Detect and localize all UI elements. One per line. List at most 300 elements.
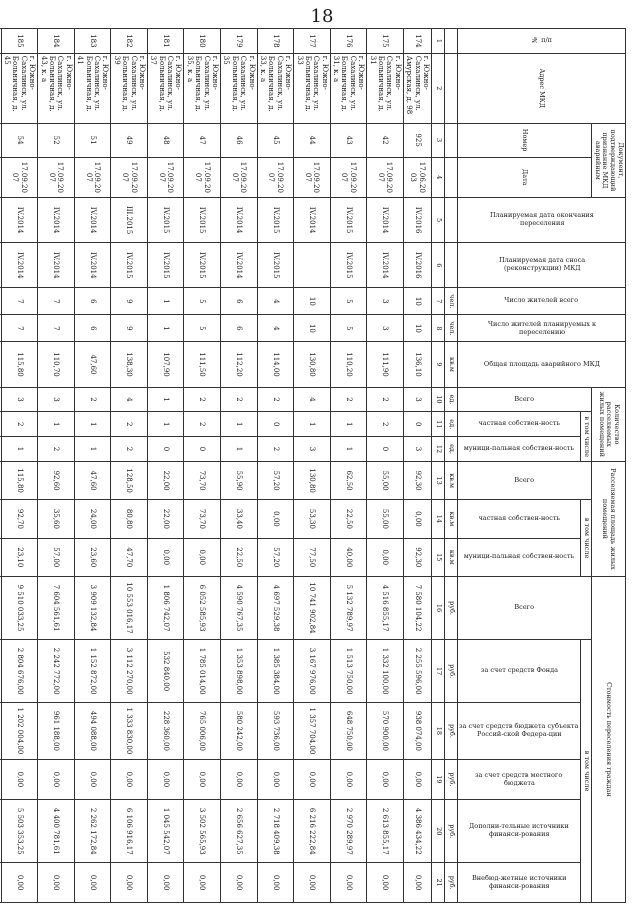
- cell-area: 111,50: [184, 342, 221, 387]
- cell-a-mun: 22,50: [221, 538, 258, 576]
- cell-c-all: 4 590 767,35: [221, 576, 258, 639]
- cell-a-priv: 22,50: [330, 500, 367, 538]
- cell-tot: 9: [111, 288, 148, 315]
- cell-a-all: 62,50: [330, 461, 367, 499]
- cell-date: 17.09.20 07: [38, 157, 75, 198]
- header-area-incl: в том числе: [581, 500, 592, 577]
- cell-num: 45: [257, 123, 294, 157]
- cell-n: 180: [184, 29, 221, 54]
- cell-a-mun: 23,10: [1, 538, 38, 576]
- cell-end: IV.2014: [367, 198, 404, 243]
- cell-c-nb: 0,00: [1, 863, 38, 903]
- cell-num: 49: [111, 123, 148, 157]
- table-row: [38, 29, 75, 903]
- cell-r-mun: 2: [38, 437, 75, 462]
- header-area-all: Всего: [458, 461, 592, 499]
- cell-c-nb: 0,00: [184, 863, 221, 903]
- cell-tot: 4: [257, 288, 294, 315]
- cell-a-priv: 0,00: [257, 500, 294, 538]
- cell-area: 110,20: [330, 342, 367, 387]
- cell-date: 17.09.20 07: [111, 157, 148, 198]
- unit-cell: руб.: [445, 863, 458, 903]
- cell-demo: IV.2014: [38, 243, 75, 288]
- cell-n: 184: [38, 29, 75, 54]
- cell-c-extra: 2 613 855,17: [367, 800, 404, 863]
- cell-c-fund: 2 255 596,00: [403, 640, 431, 703]
- cell-a-all: 115,80: [1, 461, 38, 499]
- cell-area: [0, 342, 1, 387]
- cell-a-priv: 24,00: [74, 500, 111, 538]
- header-plan-end: Планируемая дата окончания переселения: [458, 198, 626, 243]
- cell-c-fund: 532 840,00: [147, 640, 184, 703]
- cell-c-nb: 0,00: [74, 863, 111, 903]
- cell-a-mun: [0, 538, 1, 576]
- cell-demo: IV.2015: [111, 243, 148, 288]
- column-number: 12: [432, 437, 445, 462]
- header-cost-subject: за счет средств бюджета субъекта Россий-ской Федера-ции: [458, 703, 581, 759]
- cell-addr: г. Южно-Сахалинск, ул. Больничная, д. 41: [74, 53, 111, 123]
- cell-c-extra: 1 045 542,07: [147, 800, 184, 863]
- cell-a-priv: 33,40: [221, 500, 258, 538]
- column-number: 9: [432, 342, 445, 387]
- cell-num: 54: [1, 123, 38, 157]
- header-cost-local: за счет средств местного бюджета: [458, 759, 581, 800]
- column-number: 15: [432, 538, 445, 576]
- table-row: [330, 29, 367, 903]
- cell-a-priv: 80,80: [111, 500, 148, 538]
- unit-cell: чел.: [445, 315, 458, 342]
- cell-c-fund: 2 804 676,00: [1, 640, 38, 703]
- cell-r-priv: 1: [294, 412, 331, 437]
- cell-c-subj: 648 750,00: [330, 703, 367, 759]
- cell-r-all: 4: [294, 387, 331, 412]
- cell-c-extra: 2 656 627,35: [221, 800, 258, 863]
- cell-c-all: [0, 576, 1, 639]
- cell-plan: 3: [367, 315, 404, 342]
- cell-a-all: 128,50: [111, 461, 148, 499]
- cell-c-subj: 961 188,00: [38, 703, 75, 759]
- cell-date: 17.09.20 07: [147, 157, 184, 198]
- cell-demo: IV.2015: [330, 243, 367, 288]
- table-stage: [3, 28, 626, 903]
- cell-c-nb: 0,00: [257, 863, 294, 903]
- cell-a-priv: 35,60: [38, 500, 75, 538]
- cell-r-all: 2: [221, 387, 258, 412]
- cell-plan: 9: [111, 315, 148, 342]
- cell-tot: 10: [403, 288, 431, 315]
- cell-c-extra: 6 106 916,17: [111, 800, 148, 863]
- cell-addr: г. Южно-Сахалинск, ул. Больничная, д. 35, к. а: [184, 53, 221, 123]
- cell-n: 177: [294, 29, 331, 54]
- cell-c-subj: 765 006,00: [184, 703, 221, 759]
- cell-r-all: 2: [184, 387, 221, 412]
- cell-r-priv: 2: [111, 412, 148, 437]
- unit-cell: ед.: [445, 437, 458, 462]
- cell-r-mun: 2: [111, 437, 148, 462]
- cell-c-loc: 0,00: [147, 759, 184, 800]
- cell-r-all: 2: [367, 387, 404, 412]
- cell-r-mun: [0, 437, 1, 462]
- cell-a-all: 73,70: [184, 461, 221, 499]
- cell-area: 47,60: [74, 342, 111, 387]
- cell-c-fund: [0, 640, 1, 703]
- cell-end: IV.2014: [221, 198, 258, 243]
- header-rooms-all: Всего: [458, 387, 592, 412]
- cell-demo: [294, 243, 331, 288]
- header-cost-incl: в том числе: [581, 640, 592, 903]
- cell-r-all: [0, 387, 1, 412]
- cell-r-mun: 1: [330, 437, 367, 462]
- cell-a-mun: 47,70: [111, 538, 148, 576]
- cell-r-priv: 2: [184, 412, 221, 437]
- column-number: 3: [432, 123, 445, 157]
- cell-c-subj: [0, 703, 1, 759]
- cell-addr: г. Южно-Сахалинск, ул. Больничная, д. 35: [221, 53, 258, 123]
- column-number: 6: [432, 243, 445, 288]
- unit-cell: кв.м: [445, 342, 458, 387]
- cell-r-mun: 0: [147, 437, 184, 462]
- cell-c-subj: 593 736,00: [257, 703, 294, 759]
- cell-date: 17.09.20 07: [74, 157, 111, 198]
- cell-r-all: 4: [111, 387, 148, 412]
- table-row: [221, 29, 258, 903]
- cell-num: 52: [38, 123, 75, 157]
- cell-a-mun: 0,00: [367, 538, 404, 576]
- cell-c-extra: 6 216 222,84: [294, 800, 331, 863]
- cell-c-all: 4 516 855,17: [367, 576, 404, 639]
- cell-r-mun: 0: [184, 437, 221, 462]
- column-number: 4: [432, 157, 445, 198]
- unit-cell: [445, 53, 458, 123]
- cell-addr: [0, 53, 1, 123]
- cell-c-loc: 0,00: [403, 759, 431, 800]
- unit-cell: руб.: [445, 759, 458, 800]
- header-rooms-municipal: муници-пальная собствен-ность: [458, 437, 581, 462]
- cell-tot: 6: [74, 288, 111, 315]
- cell-r-mun: 1: [74, 437, 111, 462]
- cell-r-priv: 2: [1, 412, 38, 437]
- cell-c-nb: [0, 863, 1, 903]
- cell-demo: IV.2015: [147, 243, 184, 288]
- cell-r-priv: 1: [330, 412, 367, 437]
- cell-plan: 7: [1, 315, 38, 342]
- cell-c-loc: 0,00: [294, 759, 331, 800]
- header-num: № п/п: [458, 29, 626, 54]
- cell-plan: 6: [74, 315, 111, 342]
- cell-r-priv: 1: [74, 412, 111, 437]
- header-rooms-private: частная собствен-ность: [458, 412, 581, 437]
- cell-date: 17.09.20 07: [221, 157, 258, 198]
- cell-r-mun: 3: [294, 437, 331, 462]
- cell-addr: г. Южно-Сахалинск, ул. Больничная, д. 31, к. а: [330, 53, 367, 123]
- cell-c-loc: 0,00: [111, 759, 148, 800]
- cell-addr: г. Южно-Сахалинск, ул. Больничная, д. 39: [111, 53, 148, 123]
- cell-n: 183: [74, 29, 111, 54]
- cell-tot: 5: [184, 288, 221, 315]
- cell-plan: 5: [330, 315, 367, 342]
- unit-cell: руб.: [445, 800, 458, 863]
- cell-num: 44: [294, 123, 331, 157]
- column-numbers-row: [432, 29, 445, 903]
- cell-a-priv: 22,00: [147, 500, 184, 538]
- cell-plan: 1: [147, 315, 184, 342]
- cell-area: 136,10: [403, 342, 431, 387]
- cell-end: IV.2015: [330, 198, 367, 243]
- cell-a-all: 22,00: [147, 461, 184, 499]
- column-number: 17: [432, 640, 445, 703]
- resettlement-table: [0, 28, 626, 903]
- cell-r-mun: 1: [1, 437, 38, 462]
- cell-a-mun: 23,60: [74, 538, 111, 576]
- cell-area: 111,90: [367, 342, 404, 387]
- column-number: 8: [432, 315, 445, 342]
- cell-n: 181: [147, 29, 184, 54]
- cell-end: IV.2014: [294, 198, 331, 243]
- column-number: 5: [432, 198, 445, 243]
- cell-c-nb: 0,00: [294, 863, 331, 903]
- table-row: [294, 29, 331, 903]
- column-number: 10: [432, 387, 445, 412]
- cell-plan: 7: [38, 315, 75, 342]
- header-cost: Стоимость переселения граждан: [591, 576, 625, 902]
- cell-n: [0, 29, 1, 54]
- cell-n: 185: [1, 29, 38, 54]
- cell-c-loc: 0,00: [221, 759, 258, 800]
- cell-c-fund: 1 353 898,00: [221, 640, 258, 703]
- cell-n: 178: [257, 29, 294, 54]
- table-row: [1, 29, 38, 903]
- header-doc: Документ, подтверждающий признание МКД аварийным: [591, 123, 625, 197]
- cell-date: 17.09.20 07: [257, 157, 294, 198]
- cell-demo: IV.2014: [1, 243, 38, 288]
- header-area-private: частная собствен-ность: [458, 500, 581, 538]
- cell-c-all: 4 697 529,38: [257, 576, 294, 639]
- cell-num: [0, 123, 1, 157]
- cell-demo: IV.2014: [367, 243, 404, 288]
- cell-c-subj: 938 074,00: [403, 703, 431, 759]
- cell-a-all: 92,60: [38, 461, 75, 499]
- cell-end: IV.2014: [1, 198, 38, 243]
- unit-cell: кв.м: [445, 461, 458, 499]
- cell-demo: IV.2014: [74, 243, 111, 288]
- cell-r-all: 3: [403, 387, 431, 412]
- cell-num: 46: [221, 123, 258, 157]
- cell-a-priv: [0, 500, 1, 538]
- cell-a-priv: 0,00: [403, 500, 431, 538]
- cell-r-all: 1: [147, 387, 184, 412]
- unit-cell: руб.: [445, 640, 458, 703]
- header-rooms-incl: в том числе: [581, 412, 592, 462]
- cell-c-extra: [0, 800, 1, 863]
- cell-c-all: 10 741 902,84: [294, 576, 331, 639]
- cell-r-mun: 0: [367, 437, 404, 462]
- cell-c-nb: 0,00: [221, 863, 258, 903]
- cell-c-all: 6 052 585,93: [184, 576, 221, 639]
- column-number: 13: [432, 461, 445, 499]
- cell-date: 17.09.20 07: [184, 157, 221, 198]
- cell-r-all: 2: [74, 387, 111, 412]
- table-row: [403, 29, 431, 903]
- cell-c-all: 9 510 033,25: [1, 576, 38, 639]
- page-number: 18: [310, 6, 334, 27]
- cell-r-priv: 1: [147, 412, 184, 437]
- cell-c-fund: 3 167 976,00: [294, 640, 331, 703]
- column-number: 20: [432, 800, 445, 863]
- header-plan-demolish: Планируемая дата сноса (реконструкции) МКД: [458, 243, 626, 288]
- table-row: [184, 29, 221, 903]
- header-cost-all: Всего: [458, 576, 592, 639]
- cell-r-priv: 1: [221, 412, 258, 437]
- header-cost-fund: за счет средств Фонда: [458, 640, 581, 703]
- cell-c-loc: 0,00: [330, 759, 367, 800]
- cell-r-all: 2: [330, 387, 367, 412]
- cell-c-fund: 1 385 384,00: [257, 640, 294, 703]
- cell-demo: IV.2014: [221, 243, 258, 288]
- cell-c-subj: 494 088,00: [74, 703, 111, 759]
- cell-num: 925: [403, 123, 431, 157]
- header-residents-total: Число жителей всего: [458, 288, 626, 315]
- cell-n: 182: [111, 29, 148, 54]
- cell-r-priv: 1: [38, 412, 75, 437]
- cell-num: 51: [74, 123, 111, 157]
- cell-plan: 5: [184, 315, 221, 342]
- header-area-rooms: Расселяемая площадь жилых помещений: [591, 461, 625, 576]
- unit-cell: руб.: [445, 703, 458, 759]
- cell-c-extra: 2 970 289,97: [330, 800, 367, 863]
- cell-area: 114,00: [257, 342, 294, 387]
- cell-a-all: 92,30: [403, 461, 431, 499]
- cell-plan: 10: [403, 315, 431, 342]
- column-number: 19: [432, 759, 445, 800]
- table-row: [111, 29, 148, 903]
- cell-c-fund: 1 152 872,00: [74, 640, 111, 703]
- cell-addr: г. Южно-Сахалинск, ул. Больничная, д. 37: [147, 53, 184, 123]
- unit-cell: чел.: [445, 288, 458, 315]
- column-number: 7: [432, 288, 445, 315]
- cell-r-all: 2: [257, 387, 294, 412]
- cell-num: 43: [330, 123, 367, 157]
- header-cost-extra: Дополни-тельные источники финанси-рования: [458, 800, 581, 863]
- cell-c-extra: 3 502 565,93: [184, 800, 221, 863]
- cell-demo: IV.2016: [403, 243, 431, 288]
- cell-c-extra: 2 718 409,38: [257, 800, 294, 863]
- cell-c-nb: 0,00: [367, 863, 404, 903]
- cell-demo: IV.2015: [257, 243, 294, 288]
- cell-c-loc: 0,00: [1, 759, 38, 800]
- cell-n: 175: [367, 29, 404, 54]
- cell-n: 174: [403, 29, 431, 54]
- cell-c-extra: 2 262 172,84: [74, 800, 111, 863]
- unit-cell: ед.: [445, 387, 458, 412]
- cell-n: 176: [330, 29, 367, 54]
- header-area-municipal: муници-пальная собствен-ность: [458, 538, 581, 576]
- cell-c-loc: 0,00: [74, 759, 111, 800]
- cell-addr: г. Южно-Сахалинск, ул. Больничная, д. 33, к. а: [257, 53, 294, 123]
- cell-a-priv: 92,70: [1, 500, 38, 538]
- table-row: [367, 29, 404, 903]
- cell-c-subj: 228 360,00: [147, 703, 184, 759]
- cell-tot: 10: [294, 288, 331, 315]
- cell-addr: г. Южно-Сахалинск, ул. Больничная, д. 33: [294, 53, 331, 123]
- cell-a-all: 55,90: [221, 461, 258, 499]
- column-number: 1: [432, 29, 445, 54]
- cell-end: IV.2015: [147, 198, 184, 243]
- unit-cell: [445, 157, 458, 198]
- cell-c-loc: 0,00: [38, 759, 75, 800]
- cell-date: [0, 157, 1, 198]
- cell-c-all: 1 806 742,07: [147, 576, 184, 639]
- cell-c-all: 7 604 561,61: [38, 576, 75, 639]
- cell-a-mun: 92,30: [403, 538, 431, 576]
- header-doc-date: Дата: [458, 157, 592, 198]
- cell-c-all: 7 580 104,22: [403, 576, 431, 639]
- cell-end: IV.2015: [257, 198, 294, 243]
- cell-num: 42: [367, 123, 404, 157]
- cell-c-loc: 0,00: [257, 759, 294, 800]
- cell-a-all: [0, 461, 1, 499]
- header-area-total: Общая площадь аварийного МКД: [458, 342, 626, 387]
- cell-c-nb: 0,00: [38, 863, 75, 903]
- cell-r-mun: 1: [221, 437, 258, 462]
- cell-r-priv: 2: [367, 412, 404, 437]
- cell-r-all: 3: [38, 387, 75, 412]
- cell-tot: 5: [330, 288, 367, 315]
- cell-c-loc: [0, 759, 1, 800]
- cell-plan: 10: [294, 315, 331, 342]
- cell-end: IV.2014: [74, 198, 111, 243]
- cell-c-all: 10 553 016,17: [111, 576, 148, 639]
- cell-area: 110,70: [38, 342, 75, 387]
- cell-c-loc: 0,00: [367, 759, 404, 800]
- cell-c-subj: 1 333 830,00: [111, 703, 148, 759]
- column-number: 21: [432, 863, 445, 903]
- cell-r-mun: 2: [257, 437, 294, 462]
- cell-tot: 6: [221, 288, 258, 315]
- cell-a-mun: 57,20: [257, 538, 294, 576]
- cell-area: 138,30: [111, 342, 148, 387]
- cell-r-all: 3: [1, 387, 38, 412]
- cell-date: 17.09.20 07: [330, 157, 367, 198]
- table-body: [0, 29, 432, 903]
- cell-tot: 7: [1, 288, 38, 315]
- cell-end: IV.2015: [184, 198, 221, 243]
- cell-end: [0, 198, 1, 243]
- cell-c-fund: 3 112 270,00: [111, 640, 148, 703]
- column-number: 14: [432, 500, 445, 538]
- cell-date: 17.09.20 07: [294, 157, 331, 198]
- cell-plan: 4: [257, 315, 294, 342]
- cell-area: 112,20: [221, 342, 258, 387]
- cell-c-subj: 570 900,00: [367, 703, 404, 759]
- cell-date: 17.09.20 07: [367, 157, 404, 198]
- cell-area: 115,80: [1, 342, 38, 387]
- cell-num: 48: [147, 123, 184, 157]
- cell-a-priv: 53,30: [294, 500, 331, 538]
- column-number: 18: [432, 703, 445, 759]
- cell-c-nb: 0,00: [147, 863, 184, 903]
- cell-tot: 1: [147, 288, 184, 315]
- cell-plan: [0, 315, 1, 342]
- cell-c-extra: 4 386 434,22: [403, 800, 431, 863]
- cell-r-mun: 3: [403, 437, 431, 462]
- cell-a-mun: 77,50: [294, 538, 331, 576]
- cell-addr: г. Южно-Сахалинск, ул. Больничная, д. 43, к. а: [38, 53, 75, 123]
- cell-a-all: 130,80: [294, 461, 331, 499]
- cell-c-nb: 0,00: [330, 863, 367, 903]
- cell-c-nb: 0,00: [111, 863, 148, 903]
- header-cost-nonbudget: Внебюд-жетные источники финанси-рования: [458, 863, 581, 903]
- cell-c-fund: 1 785 014,00: [184, 640, 221, 703]
